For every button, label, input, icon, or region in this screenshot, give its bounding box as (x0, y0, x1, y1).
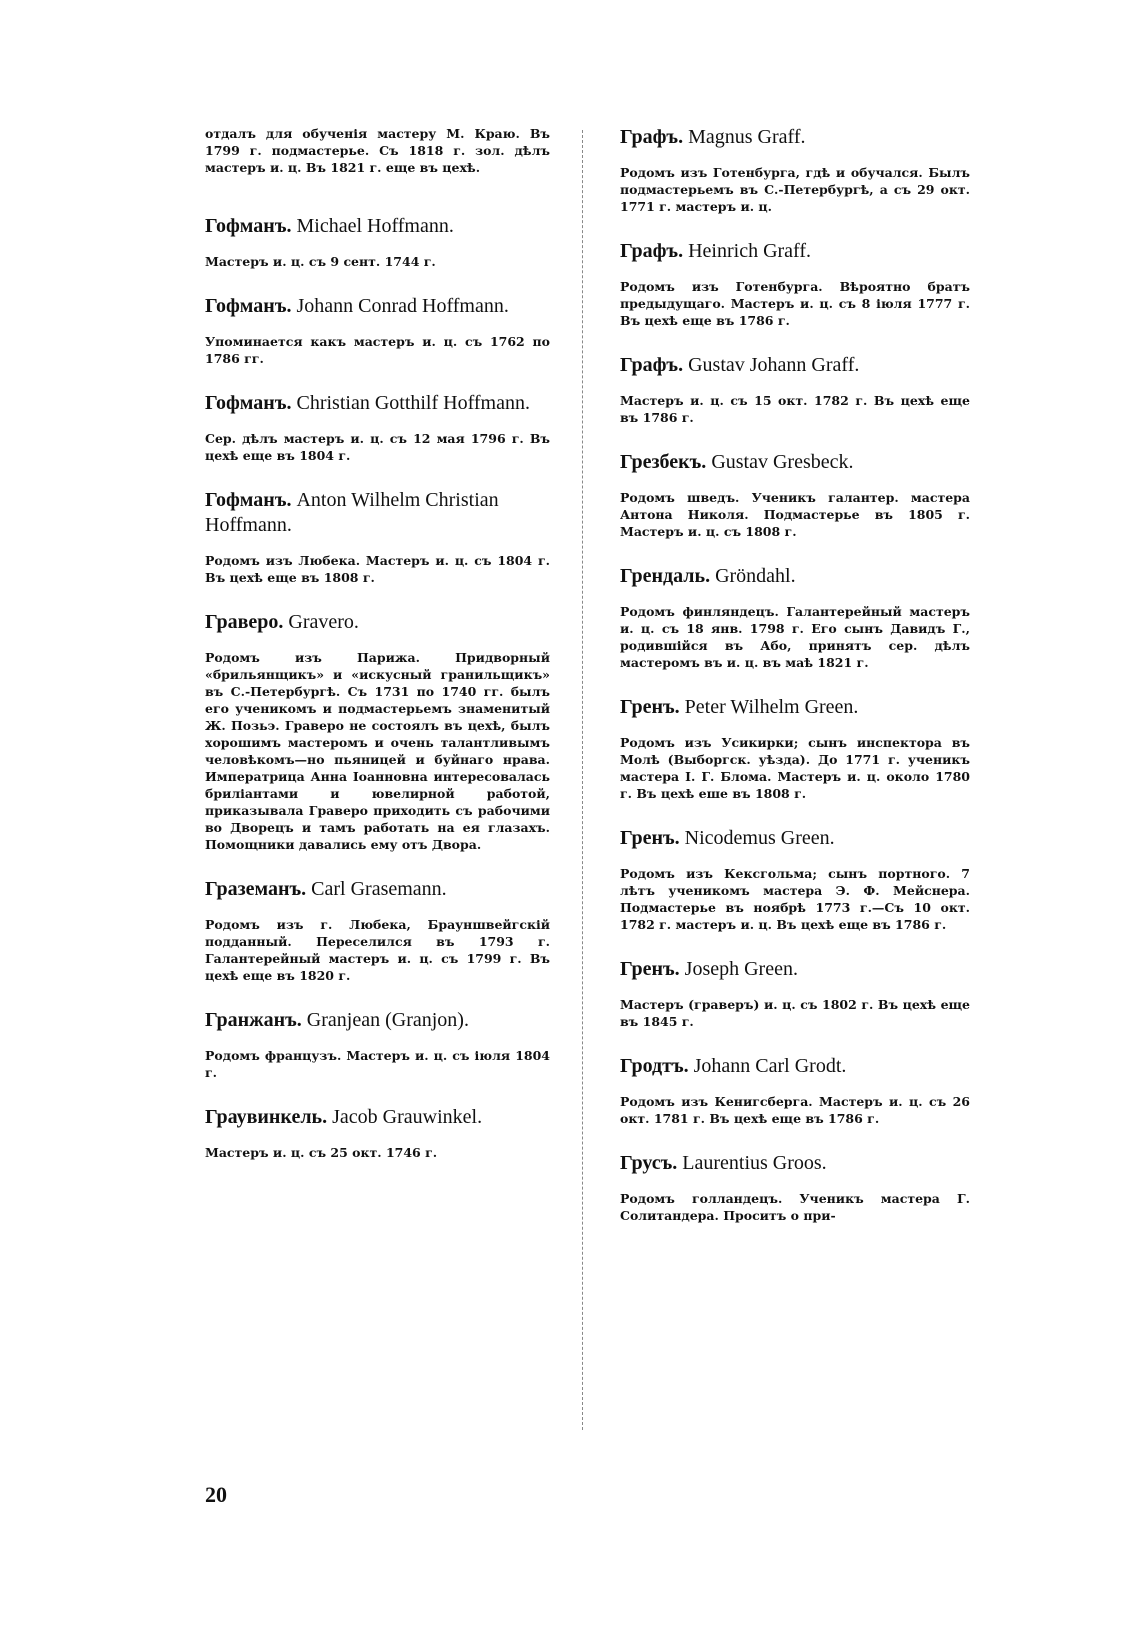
name-german: Nicodemus Green. (684, 827, 835, 849)
entry (205, 610, 550, 853)
name-russian: Гродтъ. (620, 1055, 689, 1077)
name-german: Laurentius Groos. (682, 1152, 827, 1174)
name-german: Carl Grasemann. (311, 878, 447, 900)
continuation-text: отдалъ для обученія мастеру М. Краю. Въ 1799 г. подмастерье. Съ 1818 г. зол. дѣлъ мастеръ и. ц. Въ 1821 г. еще въ цехѣ. (205, 126, 550, 175)
name-russian: Грендаль. (620, 565, 711, 587)
name-russian: Граземанъ. (205, 878, 307, 900)
entry (620, 564, 970, 671)
name-russian: Грусъ. (620, 1152, 678, 1174)
entry-heading (620, 1054, 970, 1079)
entry-heading (205, 877, 550, 902)
entry-heading (620, 125, 970, 150)
name-german: Magnus Graff. (688, 126, 806, 148)
name-german: Gustav Johann Graff. (688, 354, 860, 376)
entry-heading (620, 450, 970, 475)
entry (620, 826, 970, 933)
entry (205, 391, 550, 464)
entry-bio: Мастеръ и. ц. съ 25 окт. 1746 г. (205, 1145, 438, 1160)
entry-bio: Родомъ изъ Парижа. Придворный «брильянщикъ» и «искусный гранильщикъ» въ С.-Петербургѣ. Съ 1731 по 1740 гг. былъ его ученикомъ и подмастерьемъ знаменитый Ж. Позьэ. Граверо не состоялъ въ цехѣ, былъ хорошимъ мастеромъ и очень талантливымъ человѣкомъ—но пьяницей и буйнаго нрава. Императрица Анна Іоанновна интересовалась бриліантами и ювелирной работой, приказывала Граверо приходить съ рабочими во Дворецъ и тамъ работать на ея глазахъ. Помощники давались ему отъ Двора. (205, 650, 550, 852)
entry-bio: Сер. дѣлъ мастеръ и. ц. съ 12 мая 1796 г. Въ цехѣ еще въ 1804 г. (205, 431, 550, 463)
name-german: Jacob Grauwinkel. (332, 1106, 483, 1128)
entry (205, 877, 550, 984)
entry-bio: Родомъ изъ Кексгольма; сынъ портного. 7 лѣтъ ученикомъ мастера Э. Ф. Мейснера. Подмастерье въ ноябрѣ 1773 г.—Съ 10 окт. 1782 г. мастеръ и. ц. Въ цехѣ еще въ 1786 г. (620, 866, 970, 932)
entry (620, 695, 970, 802)
entry-bio: Мастеръ и. ц. съ 15 окт. 1782 г. Въ цехѣ еще въ 1786 г. (620, 393, 970, 425)
entry-heading (205, 1008, 550, 1033)
entry-bio: Родомъ изъ Готенбурга. Вѣроятно братъ предыдущаго. Мастеръ и. ц. съ 8 іюля 1777 г. Въ цехѣ еще въ 1786 г. (620, 279, 970, 328)
entry-heading (205, 1105, 550, 1130)
entry (205, 1008, 550, 1081)
name-russian: Графъ. (620, 126, 684, 148)
entry-bio: Мастеръ (граверъ) и. ц. съ 1802 г. Въ цехѣ еще въ 1845 г. (620, 997, 970, 1029)
entry-bio: Мастеръ и. ц. съ 9 сент. 1744 г. (205, 254, 436, 269)
name-russian: Гренъ. (620, 827, 680, 849)
name-german: Michael Hoffmann. (296, 215, 454, 237)
name-russian: Гренъ. (620, 958, 680, 980)
entry-heading (620, 1151, 970, 1176)
entry-bio: Упоминается какъ мастеръ и. ц. съ 1762 по 1786 гг. (205, 334, 550, 366)
name-russian: Графъ. (620, 354, 684, 376)
entry-bio: Родомъ изъ Кенигсберга. Мастеръ и. ц. съ 26 окт. 1781 г. Въ цехѣ еще въ 1786 г. (620, 1094, 970, 1126)
name-german: Gravero. (288, 611, 359, 633)
entry (205, 1105, 550, 1161)
entry-heading (205, 610, 550, 635)
right-column (620, 125, 970, 1248)
entry-bio: Родомъ изъ Усикирки; сынъ инспектора въ Молѣ (Выборгск. уѣзда). До 1771 г. ученикъ мастера І. Г. Блома. Мастеръ и. ц. около 1780 г. Въ цехѣ еше въ 1808 г. (620, 735, 970, 801)
name-russian: Графъ. (620, 240, 684, 262)
name-russian: Гренъ. (620, 696, 680, 718)
page-number: 20 (205, 1482, 227, 1507)
entry (620, 239, 970, 329)
entry (205, 294, 550, 367)
entry (205, 214, 550, 270)
name-german: Johann Conrad Hoffmann. (296, 295, 509, 317)
entry (620, 125, 970, 215)
entry-heading (205, 488, 550, 538)
name-german: Gustav Gresbeck. (711, 451, 854, 473)
entry-bio: Родомъ изъ Готенбурга, гдѣ и обучался. Былъ подмастерьемъ въ С.-Петербургѣ, а съ 29 окт. 1771 г. мастеръ и. ц. (620, 165, 970, 214)
name-russian: Гофманъ. (205, 295, 292, 317)
entry (620, 353, 970, 426)
name-russian: Граувинкель. (205, 1106, 328, 1128)
name-russian: Гофманъ. (205, 215, 292, 237)
entry-heading (620, 353, 970, 378)
name-russian: Гофманъ. (205, 392, 292, 414)
entry-bio: Родомъ французъ. Мастеръ и. ц. съ іюля 1804 г. (205, 1048, 550, 1080)
name-german: Granjean (Granjon). (306, 1009, 469, 1031)
entry-bio: Родомъ голландецъ. Ученикъ мастера Г. Солитандера. Проситъ о при- (620, 1191, 970, 1223)
column-divider (582, 130, 583, 1430)
name-german: Joseph Green. (684, 958, 798, 980)
name-russian: Гранжанъ. (205, 1009, 302, 1031)
entry-heading (205, 214, 550, 239)
entry-heading (620, 695, 970, 720)
entry-heading (620, 564, 970, 589)
entry-bio: Родомъ изъ Любека. Мастеръ и. ц. съ 1804 г. Въ цехѣ еще въ 1808 г. (205, 553, 550, 585)
entry-heading (205, 391, 550, 416)
name-german: Christian Gotthilf Hoffmann. (296, 392, 530, 414)
entry (620, 1151, 970, 1224)
entry-heading (205, 294, 550, 319)
left-column (205, 125, 550, 1185)
entry-bio: Родомъ изъ г. Любека, Брауншвейгскій подданный. Переселился въ 1793 г. Галантерейный мастеръ и. ц. съ 1799 г. Въ цехѣ еще въ 1820 г. (205, 917, 550, 983)
name-german: Gröndahl. (715, 565, 796, 587)
entry (620, 957, 970, 1030)
entry (620, 1054, 970, 1127)
name-german: Anton Wilhelm Christian Hoffmann. (205, 489, 499, 536)
entry-heading (620, 957, 970, 982)
name-russian: Грезбекъ. (620, 451, 707, 473)
name-russian: Граверо. (205, 611, 284, 633)
entry-heading (620, 239, 970, 264)
name-german: Johann Carl Grodt. (693, 1055, 847, 1077)
name-german: Peter Wilhelm Green. (684, 696, 859, 718)
entry-bio: Родомъ финляндецъ. Галантерейный мастеръ и. ц. съ 18 янв. 1798 г. Его сынъ Давидъ Г., родившійся въ Або, принятъ сер. дѣлъ мастеромъ въ и. ц. въ маѣ 1821 г. (620, 604, 970, 670)
name-german: Heinrich Graff. (688, 240, 812, 262)
entry-bio: Родомъ шведъ. Ученикъ галантер. мастера Антона Николя. Подмастерье въ 1805 г. Мастеръ и. ц. съ 1808 г. (620, 490, 970, 539)
entry-heading (620, 826, 970, 851)
name-russian: Гофманъ. (205, 489, 292, 511)
entry (620, 450, 970, 540)
entry (205, 488, 550, 586)
